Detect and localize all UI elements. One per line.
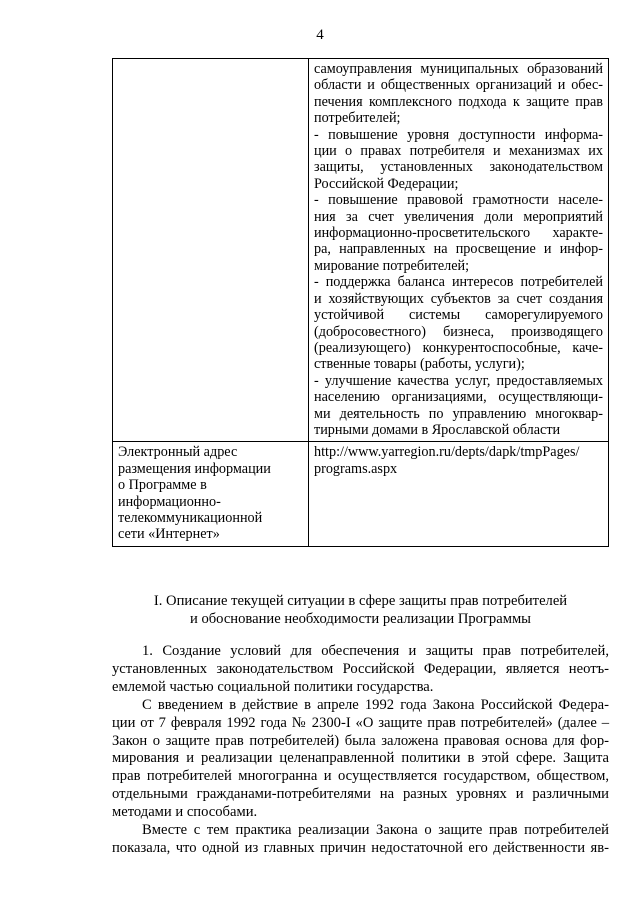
cell-line: размещения информации [118,460,271,477]
cell-line: Электронный адрес [118,444,238,461]
cell-line: ра, направленных на просвещение и инфор- [314,241,603,258]
url-line: programs.aspx [314,460,398,477]
table-row [113,59,609,442]
section-heading [112,592,609,628]
cell-line: информационно- [118,493,221,510]
cell-line: Российской Федерации; [314,175,459,192]
cell-line: (добросовестного) бизнеса, производящего [314,323,603,340]
cell-line: - поддержка баланса интересов потребителей [314,274,603,291]
cell-line: тирными домами в Ярославской области [314,421,561,438]
table-cell-empty [113,59,309,442]
cell-line: ственные товары (работы, услуги); [314,356,525,373]
cell-line: области и общественных организаций и обес- [314,77,603,94]
program-passport-table [112,58,609,547]
table-cell-goals [309,59,609,442]
section-heading-line: I. Описание текущей ситуации в сфере защиты прав потребителей [153,593,568,609]
cell-line: самоуправления муниципальных образований [314,61,603,77]
cell-line: - улучшение качества услуг, предоставляемых [314,372,603,389]
cell-line: ции о правах потребителя и механизмах их [314,143,603,160]
table-cell-url [309,442,609,546]
paragraph-line: С введением в действие в апреле 1992 года Закона Российской Федера- [142,696,609,713]
paragraph-line: мирования и реализации целенаправленной политики в этой сфере. Защита [112,750,609,767]
cell-line: информационно-просветительского характе- [314,225,603,242]
cell-line: устойчивой системы саморегулируемого [314,307,603,324]
cell-line: (реализующего) конкурентоспособные, каче- [314,339,603,356]
paragraph-line: прав потребителей многогранна и осуществляется государством, обществом, [112,768,609,785]
cell-line: населению организациями, осуществляющи- [314,389,603,406]
paragraph-line: Вместе с тем практика реализации Закона о защите прав потребителей [142,822,609,839]
paragraph-line: емлемой частью социальной политики государства. [112,678,434,695]
paragraph-line: установленных законодательством Российской Федерации, является неотъ- [112,660,609,677]
cell-line: ния за счет увеличения доли мероприятий [314,208,603,225]
page-number: 4 [316,27,324,43]
section-heading-line: и обоснование необходимости реализации Программы [189,611,531,627]
body-text [112,643,609,858]
table-row [113,442,609,546]
cell-line: защиты, установленных законодательством [314,159,603,176]
cell-line: мирование потребителей; [314,257,470,274]
cell-line: печения комплексного подхода к защите прав [314,93,603,110]
paragraph-line: Закон о защите прав потребителей) была заложена правовая основа для фор- [112,732,609,749]
cell-line: сети «Интернет» [118,526,220,543]
table-cell-label [113,442,309,546]
paragraph-line: 1. Создание условий для обеспечения и защиты прав потребителей, [142,643,609,659]
paragraph-line: ции от 7 февраля 1992 года № 2300-I «О защите прав потребителей» (далее – [112,714,609,731]
cell-line: телекоммуникационной [118,509,263,526]
url-line: http://www.yarregion.ru/depts/dapk/tmpPages/ [314,444,580,461]
cell-line: и хозяйствующих субъектов за счет создания [314,290,603,307]
cell-line: потребителей; [314,110,401,127]
paragraph-line: показала, что одной из главных причин недостаточной его действенности яв- [112,839,609,856]
cell-line: ми деятельность по управлению многоквар- [314,405,603,422]
cell-line: - повышение уровня доступности информа- [314,126,603,143]
paragraph-line: методами и способами. [112,804,258,821]
cell-line: о Программе в [118,477,207,494]
paragraph-line: отдельными гражданами-потребителями на разных уровнях и различными [112,786,609,803]
cell-line: - повышение правовой грамотности населе- [314,192,603,209]
